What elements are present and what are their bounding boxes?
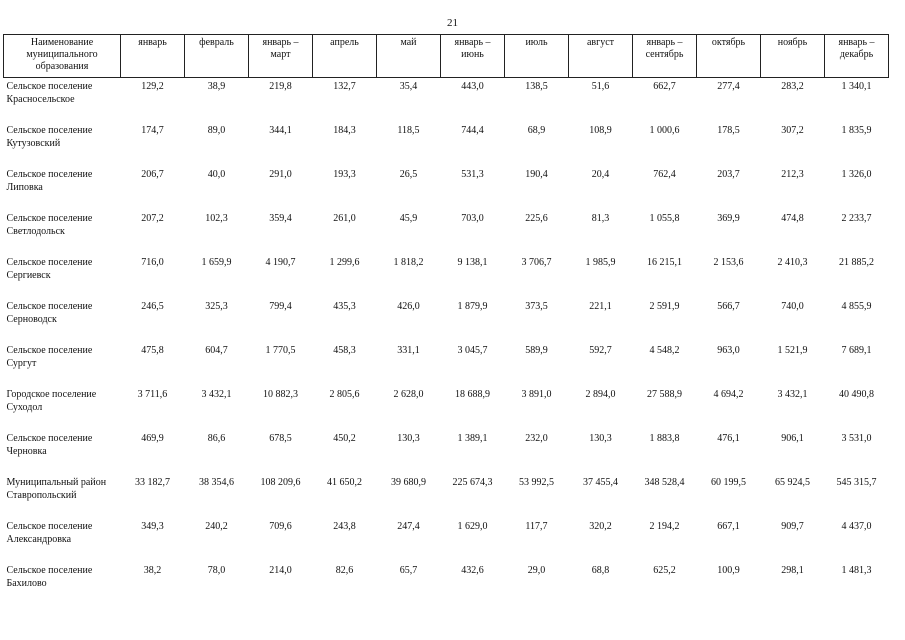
table-row	[4, 386, 889, 430]
header-row	[4, 35, 889, 78]
value-cell: 432,6	[461, 565, 484, 576]
value-cell: 206,7	[141, 169, 164, 180]
value-cell: 344,1	[269, 125, 292, 136]
value-cell: 458,3	[333, 345, 356, 356]
value-cell: 41 650,2	[327, 477, 362, 488]
value-cell: 320,2	[589, 521, 612, 532]
value-cell: 799,4	[269, 301, 292, 312]
value-cell: 45,9	[399, 213, 418, 224]
value-cell: 26,5	[399, 169, 418, 180]
value-cell: 130,3	[589, 433, 612, 444]
value-cell: 27 588,9	[647, 389, 682, 400]
value-cell: 909,7	[781, 521, 804, 532]
value-cell: 38,9	[207, 81, 226, 92]
value-cell: 2 233,7	[841, 213, 872, 224]
value-cell: 246,5	[141, 301, 164, 312]
value-cell: 225 674,3	[452, 477, 493, 488]
header-month-cell: май	[377, 35, 441, 78]
table-row	[4, 166, 889, 210]
value-cell: 2 591,9	[649, 301, 680, 312]
municipality-name-cell: Сельское поселение Сургут	[6, 345, 93, 369]
value-cell: 426,0	[397, 301, 420, 312]
table-row	[4, 562, 889, 606]
value-cell: 82,6	[335, 565, 354, 576]
value-cell: 65,7	[399, 565, 418, 576]
value-cell: 117,7	[525, 521, 548, 532]
municipality-name-cell: Сельское поселение Александровка	[6, 521, 93, 545]
value-cell: 474,8	[781, 213, 804, 224]
value-cell: 86,6	[207, 433, 226, 444]
value-cell: 38 354,6	[199, 477, 234, 488]
value-cell: 53 992,5	[519, 477, 554, 488]
table-row	[4, 342, 889, 386]
municipality-name-cell: Сельское поселение Светлодольск	[6, 213, 93, 237]
value-cell: 2 805,6	[329, 389, 360, 400]
value-cell: 2 894,0	[585, 389, 616, 400]
value-cell: 291,0	[269, 169, 292, 180]
value-cell: 214,0	[269, 565, 292, 576]
header-month-cell: апрель	[313, 35, 377, 78]
table-row	[4, 254, 889, 298]
value-cell: 1 055,8	[649, 213, 680, 224]
value-cell: 1 389,1	[457, 433, 488, 444]
municipality-name-cell: Сельское поселение Серноводск	[6, 301, 93, 325]
header-month-cell: январь – март	[249, 35, 313, 78]
header-month-cell: август	[569, 35, 633, 78]
value-cell: 102,3	[205, 213, 228, 224]
value-cell: 1 340,1	[841, 81, 872, 92]
value-cell: 667,1	[717, 521, 740, 532]
value-cell: 138,5	[525, 81, 548, 92]
header-month-cell: октябрь	[697, 35, 761, 78]
value-cell: 963,0	[717, 345, 740, 356]
value-cell: 60 199,5	[711, 477, 746, 488]
value-cell: 178,5	[717, 125, 740, 136]
value-cell: 4 548,2	[649, 345, 680, 356]
value-cell: 1 481,3	[841, 565, 872, 576]
value-cell: 68,9	[527, 125, 546, 136]
value-cell: 678,5	[269, 433, 292, 444]
value-cell: 184,3	[333, 125, 356, 136]
value-cell: 130,3	[397, 433, 420, 444]
value-cell: 709,6	[269, 521, 292, 532]
value-cell: 1 659,9	[201, 257, 232, 268]
value-cell: 1 770,5	[265, 345, 296, 356]
value-cell: 7 689,1	[841, 345, 872, 356]
value-cell: 3 706,7	[521, 257, 552, 268]
municipality-name-cell: Сельское поселение Липовка	[6, 169, 93, 193]
value-cell: 10 882,3	[263, 389, 298, 400]
value-cell: 212,3	[781, 169, 804, 180]
value-cell: 475,8	[141, 345, 164, 356]
value-cell: 625,2	[653, 565, 676, 576]
header-month-cell: февраль	[185, 35, 249, 78]
value-cell: 435,3	[333, 301, 356, 312]
value-cell: 1 629,0	[457, 521, 488, 532]
value-cell: 68,8	[591, 565, 610, 576]
value-cell: 232,0	[525, 433, 548, 444]
value-cell: 469,9	[141, 433, 164, 444]
value-cell: 132,7	[333, 81, 356, 92]
value-cell: 359,4	[269, 213, 292, 224]
municipality-name-cell: Сельское поселение Сергиевск	[6, 257, 93, 281]
value-cell: 51,6	[591, 81, 610, 92]
value-cell: 1 818,2	[393, 257, 424, 268]
value-cell: 37 455,4	[583, 477, 618, 488]
value-cell: 174,7	[141, 125, 164, 136]
value-cell: 3 045,7	[457, 345, 488, 356]
value-cell: 545 315,7	[836, 477, 877, 488]
value-cell: 349,3	[141, 521, 164, 532]
value-cell: 9 138,1	[457, 257, 488, 268]
value-cell: 40 490,8	[839, 389, 874, 400]
value-cell: 744,4	[461, 125, 484, 136]
table-row	[4, 122, 889, 166]
value-cell: 566,7	[717, 301, 740, 312]
value-cell: 1 879,9	[457, 301, 488, 312]
header-month-cell: январь – декабрь	[825, 35, 889, 78]
value-cell: 703,0	[461, 213, 484, 224]
value-cell: 100,9	[717, 565, 740, 576]
value-cell: 39 680,9	[391, 477, 426, 488]
value-cell: 225,6	[525, 213, 548, 224]
value-cell: 662,7	[653, 81, 676, 92]
value-cell: 18 688,9	[455, 389, 490, 400]
value-cell: 1 883,8	[649, 433, 680, 444]
value-cell: 373,5	[525, 301, 548, 312]
value-cell: 331,1	[397, 345, 420, 356]
value-cell: 283,2	[781, 81, 804, 92]
value-cell: 2 628,0	[393, 389, 424, 400]
value-cell: 129,2	[141, 81, 164, 92]
value-cell: 307,2	[781, 125, 804, 136]
value-cell: 78,0	[207, 565, 226, 576]
value-cell: 716,0	[141, 257, 164, 268]
table-body	[4, 78, 889, 607]
value-cell: 65 924,5	[775, 477, 810, 488]
header-month-cell: июль	[505, 35, 569, 78]
value-cell: 4 694,2	[713, 389, 744, 400]
value-cell: 190,4	[525, 169, 548, 180]
value-cell: 1 326,0	[841, 169, 872, 180]
value-cell: 3 432,1	[777, 389, 808, 400]
value-cell: 531,3	[461, 169, 484, 180]
value-cell: 261,0	[333, 213, 356, 224]
value-cell: 592,7	[589, 345, 612, 356]
value-cell: 221,1	[589, 301, 612, 312]
header-month-cell: ноябрь	[761, 35, 825, 78]
value-cell: 35,4	[399, 81, 418, 92]
table-row	[4, 298, 889, 342]
municipality-name-cell: Городское поселение Суходол	[6, 389, 97, 413]
value-cell: 348 528,4	[644, 477, 685, 488]
value-cell: 906,1	[781, 433, 804, 444]
value-cell: 89,0	[207, 125, 226, 136]
value-cell: 21 885,2	[839, 257, 874, 268]
value-cell: 81,3	[591, 213, 610, 224]
value-cell: 29,0	[527, 565, 546, 576]
value-cell: 219,8	[269, 81, 292, 92]
value-cell: 1 835,9	[841, 125, 872, 136]
value-cell: 325,3	[205, 301, 228, 312]
value-cell: 40,0	[207, 169, 226, 180]
value-cell: 762,4	[653, 169, 676, 180]
table-row	[4, 430, 889, 474]
municipality-name-cell: Сельское поселение Красносельское	[6, 81, 93, 105]
table-row	[4, 474, 889, 518]
value-cell: 450,2	[333, 433, 356, 444]
header-month-cell: январь – сентябрь	[633, 35, 697, 78]
value-cell: 740,0	[781, 301, 804, 312]
value-cell: 2 410,3	[777, 257, 808, 268]
value-cell: 108 209,6	[260, 477, 301, 488]
municipality-name-cell: Сельское поселение Бахилово	[6, 565, 93, 589]
value-cell: 118,5	[397, 125, 420, 136]
value-cell: 243,8	[333, 521, 356, 532]
value-cell: 203,7	[717, 169, 740, 180]
value-cell: 193,3	[333, 169, 356, 180]
value-cell: 277,4	[717, 81, 740, 92]
value-cell: 1 299,6	[329, 257, 360, 268]
value-cell: 1 985,9	[585, 257, 616, 268]
value-cell: 4 190,7	[265, 257, 296, 268]
data-table	[3, 34, 889, 606]
value-cell: 476,1	[717, 433, 740, 444]
header-month-cell: январь	[121, 35, 185, 78]
municipality-name-cell: Муниципальный район Ставропольский	[6, 477, 107, 501]
value-cell: 247,4	[397, 521, 420, 532]
table-row	[4, 210, 889, 254]
value-cell: 2 194,2	[649, 521, 680, 532]
value-cell: 16 215,1	[647, 257, 682, 268]
value-cell: 240,2	[205, 521, 228, 532]
value-cell: 38,2	[143, 565, 162, 576]
value-cell: 3 891,0	[521, 389, 552, 400]
value-cell: 369,9	[717, 213, 740, 224]
value-cell: 4 437,0	[841, 521, 872, 532]
value-cell: 443,0	[461, 81, 484, 92]
table-row	[4, 78, 889, 123]
value-cell: 33 182,7	[135, 477, 170, 488]
value-cell: 3 711,6	[137, 389, 168, 400]
table-row	[4, 518, 889, 562]
value-cell: 1 000,6	[649, 125, 680, 136]
municipality-name-cell: Сельское поселение Черновка	[6, 433, 93, 457]
value-cell: 207,2	[141, 213, 164, 224]
municipality-name-cell: Сельское поселение Кутузовский	[6, 125, 93, 149]
value-cell: 3 432,1	[201, 389, 232, 400]
value-cell: 108,9	[589, 125, 612, 136]
value-cell: 1 521,9	[777, 345, 808, 356]
value-cell: 3 531,0	[841, 433, 872, 444]
value-cell: 20,4	[591, 169, 610, 180]
header-name-cell: Наименование муниципального образования	[4, 35, 121, 78]
value-cell: 298,1	[781, 565, 804, 576]
value-cell: 589,9	[525, 345, 548, 356]
page-number: 21	[447, 17, 458, 29]
value-cell: 604,7	[205, 345, 228, 356]
value-cell: 4 855,9	[841, 301, 872, 312]
value-cell: 2 153,6	[713, 257, 744, 268]
header-month-cell: январь – июнь	[441, 35, 505, 78]
